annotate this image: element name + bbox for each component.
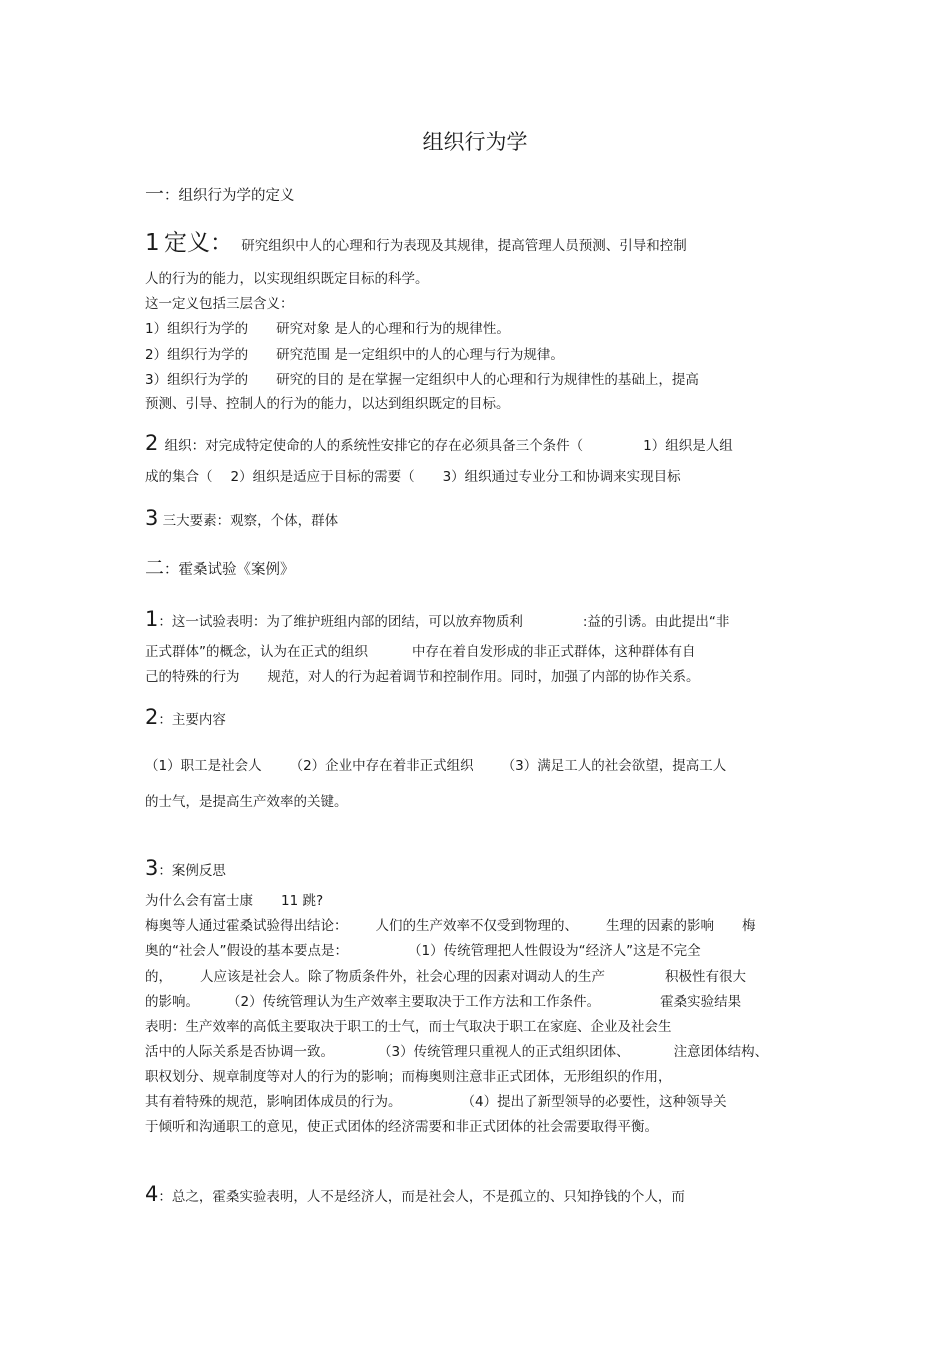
definition-line-2: 人的行为的能力，以实现组织既定目标的科学。 <box>145 271 429 287</box>
organization-text: 组织：对完成特定使命的人的系统性安排它的存在必须具备三个条件（ <box>164 438 584 454</box>
elements-number: 3 <box>145 506 159 530</box>
hawthorne-number: 2 <box>145 705 159 729</box>
paragraph-text: （3）传统管理只重视人的正式组织团体、 <box>378 1044 630 1060</box>
hawthorne-3-line-5: 表明：生产效率的高低主要取决于职工的士气，而士气取决于职工在家庭、企业及社会生 <box>145 1019 672 1035</box>
organization-text: 2）组织是适应于目标的需要（ <box>230 469 415 485</box>
hawthorne-4-line-1 <box>145 1181 685 1210</box>
hawthorne-1-line-1 <box>145 606 729 635</box>
item-text: 研究范围 是一定组织中的人的心理与行为规律。 <box>276 347 564 363</box>
paragraph-text: 注意团体结构、 <box>673 1044 769 1060</box>
paragraph-text: 积极性有很大 <box>665 969 746 985</box>
question-text: 为什么会有富士康 <box>145 893 253 909</box>
elements-text: 三大要素：观察，个体，群体 <box>162 513 339 529</box>
hawthorne-text: ：这一试验表明：为了维护班组内部的团结，可以放弃物质利 <box>158 614 523 630</box>
paragraph-text: 的影响。 <box>145 994 199 1010</box>
section-title: ：组织行为学的定义 <box>164 188 295 204</box>
hawthorne-text: :益的引诱。由此提出“非 <box>582 614 730 630</box>
hawthorne-3-line-6 <box>145 1043 768 1061</box>
organization-line-2 <box>145 468 681 486</box>
hawthorne-text: 正式群体”的概念，认为在正式的组织 <box>145 644 368 660</box>
hawthorne-1-line-2 <box>145 643 696 661</box>
section-heading-2 <box>145 557 295 581</box>
item-text: 研究对象 是人的心理和行为的规律性。 <box>276 321 510 337</box>
definition-number: 1 <box>145 230 160 256</box>
hawthorne-text: （3）满足工人的社会欲望，提高工人 <box>501 758 727 774</box>
section-mark: 二 <box>145 557 165 579</box>
hawthorne-text: （2）企业中存在着非正式组织 <box>289 758 474 774</box>
paragraph-text: 梅 <box>742 918 756 934</box>
hawthorne-1-line-3 <box>145 668 700 686</box>
definition-item-3 <box>145 371 699 389</box>
hawthorne-text: ：总之，霍桑实验表明，人不是经济人，而是社会人，不是孤立的、只知挣钱的个人，而 <box>158 1189 685 1205</box>
hawthorne-3-question <box>145 892 323 910</box>
organization-text: 1）组织是人组 <box>643 438 733 454</box>
hawthorne-3-line-7: 职权划分、规章制度等对人的行为的影响；而梅奥则注意非正式团体，无形组织的作用， <box>145 1069 672 1085</box>
hawthorne-number: 1 <box>145 607 159 631</box>
hawthorne-3-line-4 <box>145 993 741 1011</box>
definition-line-3: 这一定义包括三层含义： <box>145 296 294 312</box>
hawthorne-text: ：主要内容 <box>158 712 226 728</box>
hawthorne-3-line-8 <box>145 1093 727 1111</box>
section-title: ：霍桑试验《案例》 <box>164 562 295 578</box>
hawthorne-2-line-1 <box>145 757 726 775</box>
hawthorne-text: ：案例反思 <box>158 863 226 879</box>
paragraph-text: 活中的人际关系是否协调一致。 <box>145 1044 334 1060</box>
question-text: 11 跳? <box>281 893 324 909</box>
hawthorne-text: 中存在着自发形成的非正式群体，这种群体有自 <box>412 644 696 660</box>
paragraph-text: 梅奥等人通过霍桑试验得出结论： <box>145 918 348 934</box>
hawthorne-text: （1）职工是社会人 <box>145 758 262 774</box>
paragraph-text: 奥的“社会人”假设的基本要点是： <box>145 943 348 959</box>
paragraph-text: 人们的生产效率不仅受到物理的、 <box>375 918 578 934</box>
paragraph-text: 其有着特殊的规范，影响团体成员的行为。 <box>145 1094 402 1110</box>
hawthorne-3-line-1 <box>145 917 756 935</box>
hawthorne-text: 规范，对人的行为起着调节和控制作用。同时，加强了内部的协作关系。 <box>267 669 700 685</box>
definition-item-2 <box>145 346 564 364</box>
paragraph-text: 生理的因素的影响 <box>606 918 714 934</box>
hawthorne-number: 3 <box>145 856 159 880</box>
hawthorne-3-line-2 <box>145 942 701 960</box>
item-lead: 1）组织行为学的 <box>145 321 249 337</box>
paragraph-text: 的， <box>145 969 172 985</box>
paragraph-text: （2）传统管理认为生产效率主要取决于工作方法和工作条件。 <box>227 994 601 1010</box>
hawthorne-3-line-9: 于倾听和沟通职工的意见，使正式团体的经济需要和非正式团体的社会需要取得平衡。 <box>145 1119 658 1135</box>
item-text: 研究的目的 是在掌握一定组织中人的心理和行为规律性的基础上，提高 <box>276 372 699 388</box>
item-lead: 3）组织行为学的 <box>145 372 249 388</box>
hawthorne-number: 4 <box>145 1182 159 1206</box>
organization-line-1 <box>145 430 733 459</box>
hawthorne-2-heading <box>145 704 226 733</box>
organization-text: 3）组织通过专业分工和协调来实现目标 <box>442 469 681 485</box>
definition-item-3-cont: 预测、引导、控制人的行为的能力，以达到组织既定的目标。 <box>145 396 510 412</box>
page-title: 组织行为学 <box>422 130 528 154</box>
definition-text: 研究组织中人的心理和行为表现及其规律，提高管理人员预测、引导和控制 <box>241 238 687 254</box>
definition-line-1 <box>145 229 687 260</box>
paragraph-text: 人应该是社会人。除了物质条件外，社会心理的因素对调动人的生产 <box>200 969 605 985</box>
section-heading-1 <box>145 183 295 207</box>
definition-heading: 定义： <box>163 230 233 256</box>
paragraph-text: （1）传统管理把人性假设为“经济人”这是不完全 <box>408 943 701 959</box>
paragraph-text: （4）提出了新型领导的必要性，这种领导关 <box>461 1094 727 1110</box>
item-lead: 2）组织行为学的 <box>145 347 249 363</box>
hawthorne-2-line-2: 的士气，是提高生产效率的关键。 <box>145 794 348 810</box>
paragraph-text: 霍桑实验结果 <box>660 994 742 1010</box>
hawthorne-text: 己的特殊的行为 <box>145 669 240 685</box>
hawthorne-3-heading <box>145 855 226 884</box>
organization-text: 成的集合（ <box>145 469 213 485</box>
elements-line <box>145 505 338 534</box>
hawthorne-3-line-3 <box>145 968 746 986</box>
section-mark: 一 <box>145 183 165 205</box>
definition-item-1 <box>145 320 510 338</box>
organization-number: 2 <box>145 431 159 455</box>
